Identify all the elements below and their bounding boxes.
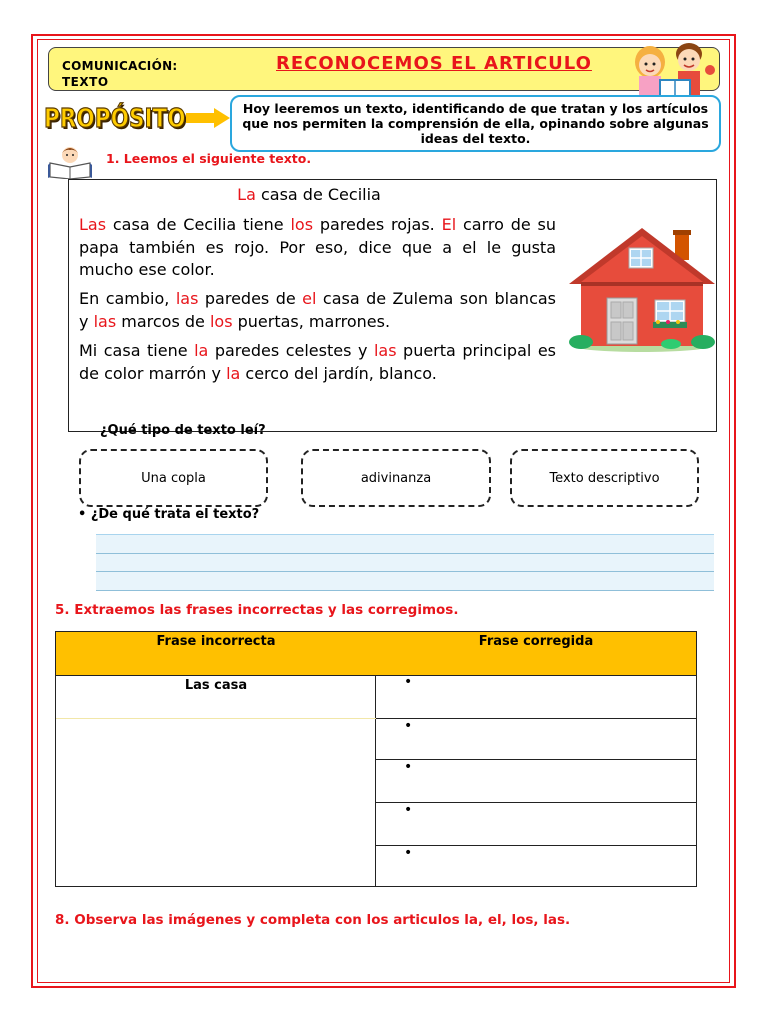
option-adivinanza[interactable]: adivinanza: [301, 449, 491, 507]
paragraph-text: marcos de: [116, 311, 210, 331]
article-highlight: la: [194, 341, 209, 360]
header-incorrect-phrase: Frase incorrecta: [156, 634, 276, 649]
paragraph-text: Mi casa tiene: [79, 341, 195, 360]
table-header: [56, 632, 696, 676]
bullet: •: [404, 759, 413, 775]
reading-child-icon: [48, 145, 92, 179]
incorrect-phrases-column: [56, 675, 376, 886]
paragraph-text: casa de Zulema son blancas y: [79, 289, 557, 331]
answer-lines[interactable]: [96, 534, 714, 591]
header-bar: [48, 47, 720, 91]
answer-line: [96, 553, 714, 554]
article-highlight: los: [209, 311, 233, 331]
article-highlight: Las: [79, 215, 107, 234]
paragraph-text: En cambio,: [79, 289, 176, 308]
question-text-topic: • ¿De qué trata el texto?: [78, 507, 260, 522]
bullet: •: [404, 802, 413, 818]
red-house-image: [567, 224, 717, 354]
corrected-phrase-cell[interactable]: [376, 760, 696, 803]
reading-text-box: [68, 179, 717, 432]
article-highlight: el: [302, 289, 317, 308]
paragraph-text: cerco del jardín, blanco.: [240, 363, 437, 383]
answer-line: [96, 571, 714, 572]
paragraph-3: [79, 340, 556, 385]
paragraph-text: paredes rojas.: [313, 215, 442, 234]
article-highlight: las: [175, 289, 199, 308]
bullet: •: [404, 718, 413, 734]
paragraph-text: paredes de: [198, 289, 303, 308]
answer-line: [96, 590, 714, 591]
reading-title: [69, 185, 549, 204]
paragraph-text: casa de Cecilia tiene: [106, 215, 291, 234]
corrected-phrase-cell[interactable]: [376, 803, 696, 846]
corrected-phrase-cell[interactable]: [376, 675, 696, 719]
title-text: casa de Cecilia: [255, 185, 381, 204]
correction-table: [55, 631, 697, 887]
subject-label: COMUNICACIÓN:: [62, 59, 178, 73]
paragraph-text: paredes celestes y: [208, 341, 374, 360]
paragraph-text: puertas, marrones.: [232, 311, 391, 331]
article-highlight: las: [93, 311, 117, 331]
purpose-text: Hoy leeremos un texto, identificando de que tratan y los artículos que nos permiten la comprensión de ella, opinando sobre algunas ideas del texto.: [242, 101, 709, 146]
children-reading-illustration: [622, 40, 722, 98]
paragraph-2: [79, 288, 556, 333]
option-copla[interactable]: Una copla: [79, 449, 268, 507]
incorrect-phrase-1: Las casa: [184, 678, 248, 693]
paragraph-text: puerta principal es de color marrón y: [79, 341, 557, 383]
purpose-box: [230, 95, 721, 152]
row-divider: [56, 718, 376, 719]
article-highlight: la: [226, 363, 241, 383]
corrected-phrase-cell[interactable]: [376, 719, 696, 760]
header-corrected-phrase: Frase corregida: [478, 634, 594, 649]
title-article: La: [237, 185, 256, 204]
purpose-label: PROPÓSITO: [44, 104, 186, 134]
article-highlight: El: [441, 215, 457, 234]
instruction-step-5: 5. Extraemos las frases incorrectas y las corregimos.: [55, 602, 459, 618]
corrected-phrase-cell[interactable]: [376, 846, 696, 886]
paragraph-text: carro de su papa también es rojo. Por eso, dice que a el le gusta mucho ese color.: [79, 215, 557, 279]
paragraph-1: [79, 214, 556, 282]
instruction-step-1: 1. Leemos el siguiente texto.: [106, 151, 312, 166]
bullet: •: [404, 674, 413, 690]
instruction-step-8: 8. Observa las imágenes y completa con los articulos la, el, los, las.: [55, 912, 571, 928]
arrow-right-icon: [186, 108, 230, 128]
page-title: RECONOCEMOS EL ARTICULO: [276, 53, 592, 74]
article-highlight: las: [373, 341, 397, 360]
subject-label-cut: TEXTO: [62, 75, 109, 89]
option-texto-descriptivo[interactable]: Texto descriptivo: [510, 449, 699, 507]
question-text-type: ¿Qué tipo de texto leí?: [100, 423, 266, 438]
bullet: •: [404, 845, 413, 861]
article-highlight: los: [290, 215, 314, 234]
